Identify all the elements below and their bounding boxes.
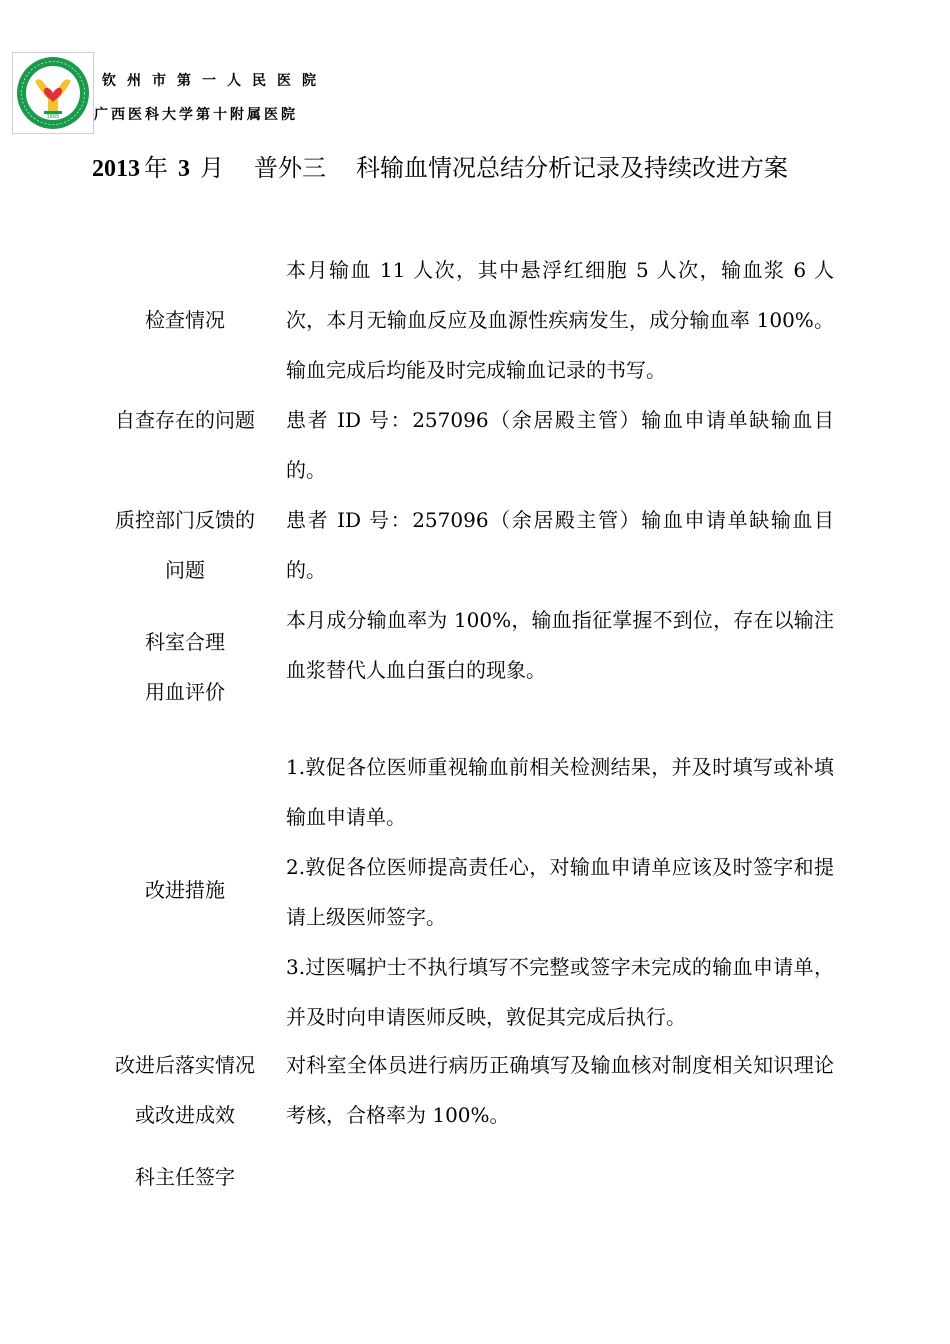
section-label-eval-line1: 科室合理 (145, 630, 225, 654)
title-month: 3 (178, 156, 190, 182)
improvement-list (286, 742, 834, 1042)
improvement-item: 3.过医嘱护士不执行填写不完整或签字未完成的输血申请单，并及时向申请医师反映，敦促其完成后执行。 (286, 955, 834, 1029)
hospital-name: 钦州市第一人民医院 (102, 73, 327, 89)
document-header (12, 52, 342, 136)
page-title (92, 148, 852, 184)
section-text-evaluation: 本月成分输血率为 100%，输血指征掌握不到位，存在以输注血浆替代人血白蛋白的现象。 (286, 608, 834, 682)
section-label-result (100, 1040, 270, 1140)
section-label-evaluation (100, 617, 270, 717)
section-text-inspection: 本月输血 11 人次，其中悬浮红细胞 5 人次，输血浆 6 人次，本月无输血反应及血源性疾病发生，成分输血率 100%。输血完成后均能及时完成输血记录的书写。 (286, 258, 834, 382)
section-text-self-check: 患者 ID 号：257096（余居殿主管）输血申请单缺输血目的。 (286, 408, 834, 482)
hospital-affiliation: 广西医科大学第十附属医院 (94, 107, 298, 123)
section-label-result-line1: 改进后落实情况 (115, 1053, 255, 1077)
section-label-eval-line2: 用血评价 (145, 680, 225, 704)
improvement-item: 1.敦促各位医师重视输血前相关检测结果，并及时填写或补填输血申请单。 (286, 755, 834, 829)
title-year: 2013 (92, 156, 140, 182)
logo-year: 1865 (46, 114, 60, 120)
section-label-qc-feedback (100, 495, 270, 595)
title-subject: 科输血情况总结分析记录及持续改进方案 (356, 154, 788, 182)
section-text-qc-feedback: 患者 ID 号：257096（余居殿主管）输血申请单缺输血目的。 (286, 508, 834, 582)
title-month-unit: 月 (200, 154, 224, 182)
signature-field (286, 1152, 834, 1202)
hospital-logo-icon (15, 55, 91, 131)
section-label-signature: 科主任签字 (135, 1165, 235, 1189)
section-label-qc-line2: 问题 (165, 558, 205, 582)
section-label-self-check: 自查存在的问题 (115, 408, 255, 432)
title-department: 普外三 (254, 154, 326, 182)
section-label-result-line2: 或改进成效 (135, 1103, 235, 1127)
section-label-qc-line1: 质控部门反馈的 (115, 508, 255, 532)
title-year-unit: 年 (144, 154, 168, 182)
improvement-item: 2.敦促各位医师提高责任心，对输血申请单应该及时签字和提请上级医师签字。 (286, 855, 834, 929)
section-label-improvement: 改进措施 (145, 878, 225, 902)
hospital-logo (12, 52, 94, 134)
section-text-result: 对科室全体员进行病历正确填写及输血核对制度相关知识理论考核，合格率为 100%。 (286, 1053, 834, 1127)
section-label-inspection: 检查情况 (145, 308, 225, 332)
